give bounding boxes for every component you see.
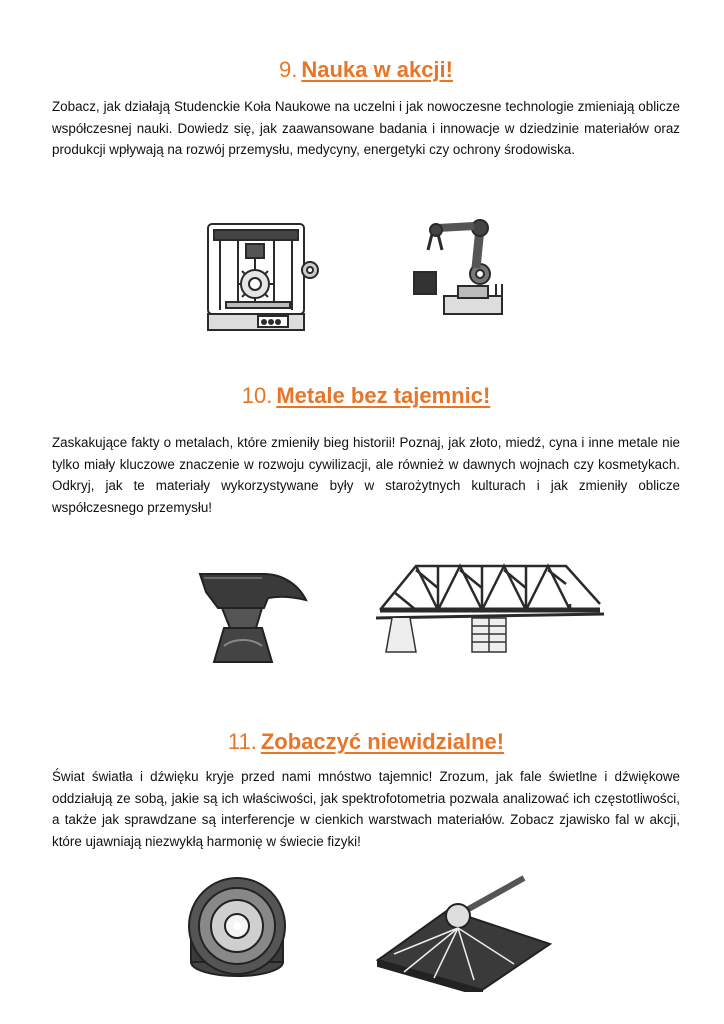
robotic-arm-icon	[410, 216, 514, 320]
truss-bridge-icon	[376, 548, 604, 658]
anvil-icon	[194, 566, 310, 666]
section-11-body: Świat światła i dźwięku kryje przed nami mnóstwo tajemnic! Zrozum, jak fale świetlne i dźwiękowe oddziałują ze sobą, jakie są ich właściwości, jak spektrofotometria pozwala analizować ich częstotliwości, a także jak sprawdzane są interferencje w cienkich warstwach materiałów. Zobacz zjawisko fal w akcji, które ujawniają niezwykłą harmonię w świecie fizyki!	[52, 769, 680, 849]
section-11-number: 11.	[227, 729, 257, 754]
section-10	[52, 382, 680, 518]
optical-lens-icon	[182, 876, 292, 986]
section-10-number: 10.	[241, 383, 273, 408]
section-10-heading	[52, 382, 680, 410]
section-9-title: Nauka w akcji!	[301, 57, 453, 82]
light-probe-icon	[374, 872, 552, 992]
section-9-heading	[52, 56, 680, 84]
section-11-title: Zobaczyć niewidzialne!	[260, 729, 505, 754]
section-9-number: 9.	[279, 57, 298, 82]
section-10-body: Zaskakujące fakty o metalach, które zmieniły bieg historii! Poznaj, jak złoto, miedź, cyna i inne metale nie tylko miały kluczowe znaczenie w rozwoju cywilizacji, ale również w dawnych wojnach czy kosmetykach. Odkryj, jak te materiały wykorzystywane były w starożytnych kulturach i jak zmieniły oblicze współczesnego przemysłu!	[52, 435, 680, 515]
section-10-title: Metale bez tajemnic!	[276, 383, 491, 408]
section-9	[52, 56, 680, 161]
section-11-heading	[52, 728, 680, 756]
3d-printer-icon	[198, 214, 322, 338]
section-9-body: Zobacz, jak działają Studenckie Koła Naukowe na uczelni i jak nowoczesne technologie zmieniają oblicze współczesnej nauki. Dowiedz się, jak zaawansowane badania i innowacje w dziedzinie materiałów oraz produkcji wpływają na rozwój przemysłu, medycyny, energetyki czy ochrony środowiska.	[52, 99, 680, 157]
section-11	[52, 728, 680, 852]
